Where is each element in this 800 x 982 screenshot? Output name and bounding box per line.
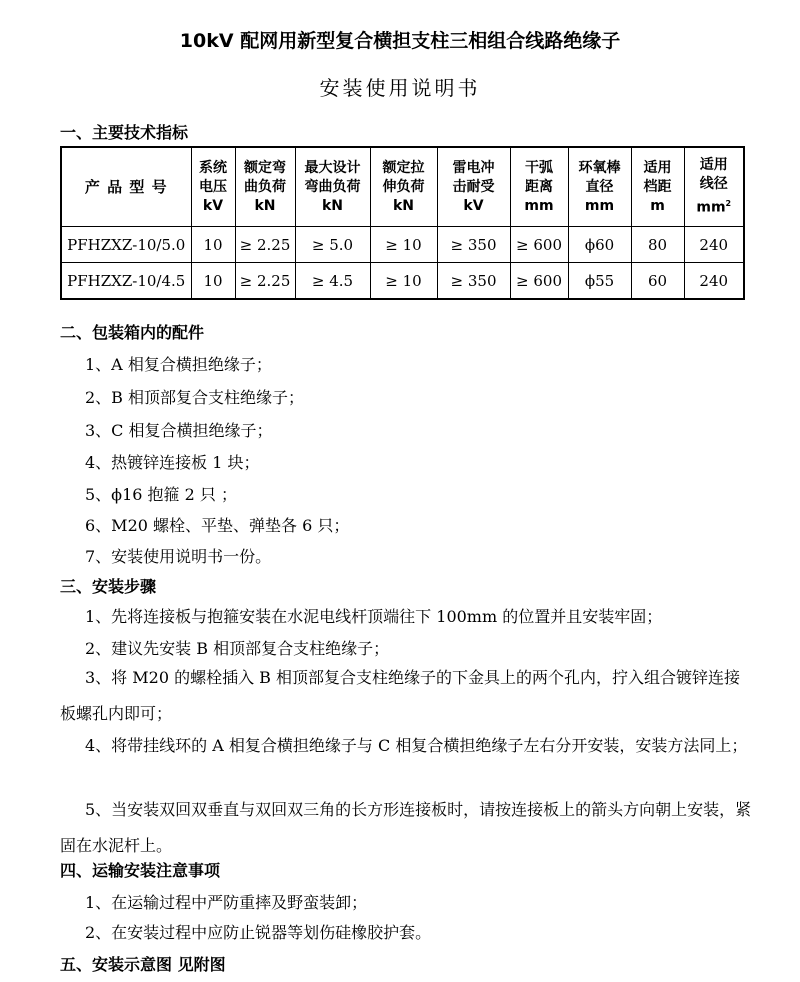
list-item: 1、先将连接板与抱箍安装在水泥电线杆顶端往下 100mm 的位置并且安装牢固； bbox=[85, 607, 663, 626]
table-cell: ≥ 4.5 bbox=[295, 263, 370, 300]
section-heading-specs: 一、主要技术指标 bbox=[60, 123, 189, 142]
table-row bbox=[61, 227, 744, 263]
header-cell bbox=[235, 147, 295, 227]
table-cell: ≥ 350 bbox=[437, 263, 510, 300]
list-item: 2、在安装过程中应防止锐器等划伤硅橡胶护套。 bbox=[85, 923, 432, 942]
table-cell: 240 bbox=[684, 263, 744, 300]
table-cell: ≥ 600 bbox=[510, 263, 568, 300]
list-item: 3、将 M20 的螺栓插入 B 相顶部复合支柱绝缘子的下金具上的两个孔内，拧入组合镀锌连接板螺孔内即可； bbox=[60, 668, 741, 723]
header-cell bbox=[510, 147, 568, 227]
list-item: 4、将带挂线环的 A 相复合横担绝缘子与 C 相复合横担绝缘子左右分开安装，安装方法同上； bbox=[85, 736, 748, 755]
list-item: 7、安装使用说明书一份。 bbox=[85, 547, 272, 566]
header-text: 额定拉 伸负荷 kN bbox=[382, 159, 425, 214]
header-text: 产 品 型 号 bbox=[84, 177, 168, 196]
header-text: 环氧棒 直径 mm bbox=[578, 159, 621, 214]
list-item: 2、建议先安装 B 相顶部复合支柱绝缘子； bbox=[85, 639, 390, 658]
section-heading-notes: 四、运输安装注意事项 bbox=[60, 861, 221, 880]
header-text: 适用 档距 m bbox=[643, 159, 672, 214]
list-item: 5、ϕ16 抱箍 2 只 ； bbox=[85, 485, 237, 504]
spec-table-header-row bbox=[61, 147, 744, 227]
header-cell bbox=[191, 147, 235, 227]
table-cell: ≥ 5.0 bbox=[295, 227, 370, 263]
table-cell: ≥ 350 bbox=[437, 227, 510, 263]
table-cell: 80 bbox=[631, 227, 684, 263]
table-cell: ≥ 10 bbox=[370, 227, 437, 263]
document-title: 10kV 配网用新型复合横担支柱三相组合线路绝缘子 bbox=[179, 30, 621, 52]
table-cell: 10 bbox=[191, 227, 235, 263]
table-cell: ≥ 2.25 bbox=[235, 263, 295, 300]
table-cell: ≥ 2.25 bbox=[235, 227, 295, 263]
header-text: 最大设计 弯曲负荷 kN bbox=[304, 159, 361, 214]
unit-superscript: 2 bbox=[725, 199, 732, 209]
header-text: 额定弯 曲负荷 kN bbox=[244, 159, 286, 214]
list-item: 4、热镀锌连接板 1 块； bbox=[85, 453, 260, 472]
table-cell: ϕ60 bbox=[568, 227, 631, 263]
table-cell: ≥ 10 bbox=[370, 263, 437, 300]
table-cell: 60 bbox=[631, 263, 684, 300]
table-cell: 10 bbox=[191, 263, 235, 300]
header-text: 适用 线径 mm bbox=[696, 157, 728, 216]
header-cell bbox=[684, 147, 744, 227]
header-cell bbox=[437, 147, 510, 227]
header-cell bbox=[631, 147, 684, 227]
header-text: 雷电冲 击耐受 kV bbox=[452, 159, 495, 214]
table-cell: ≥ 600 bbox=[510, 227, 568, 263]
table-cell: 240 bbox=[684, 227, 744, 263]
list-item: 1、A 相复合横担绝缘子； bbox=[85, 355, 272, 374]
list-item: 2、B 相顶部复合支柱绝缘子； bbox=[85, 388, 305, 407]
list-item: 3、C 相复合横担绝缘子； bbox=[85, 421, 273, 440]
list-item: 1、在运输过程中严防重摔及野蛮装卸； bbox=[85, 893, 368, 912]
document-subtitle: 安装使用说明书 bbox=[319, 76, 481, 100]
section-heading-steps: 三、安装步骤 bbox=[60, 577, 157, 596]
header-cell bbox=[61, 147, 191, 227]
header-text: 干弧 距离 mm bbox=[524, 159, 554, 214]
section-heading-diagram: 五、安装示意图 见附图 bbox=[60, 955, 226, 974]
header-cell bbox=[568, 147, 631, 227]
table-cell: ϕ55 bbox=[568, 263, 631, 300]
table-cell: PFHZXZ-10/5.0 bbox=[61, 227, 191, 263]
list-item: 6、M20 螺栓、平垫、弹垫各 6 只； bbox=[85, 516, 350, 535]
header-cell bbox=[295, 147, 370, 227]
table-row bbox=[61, 263, 744, 300]
header-text: 系统 电压 kV bbox=[199, 159, 227, 214]
spec-table bbox=[60, 146, 745, 300]
header-cell bbox=[370, 147, 437, 227]
table-cell: PFHZXZ-10/4.5 bbox=[61, 263, 191, 300]
section-heading-package: 二、包装箱内的配件 bbox=[60, 323, 205, 342]
list-item: 5、当安装双回双垂直与双回双三角的长方形连接板时，请按连接板上的箭头方向朝上安装，紧固在水泥杆上。 bbox=[60, 800, 752, 855]
